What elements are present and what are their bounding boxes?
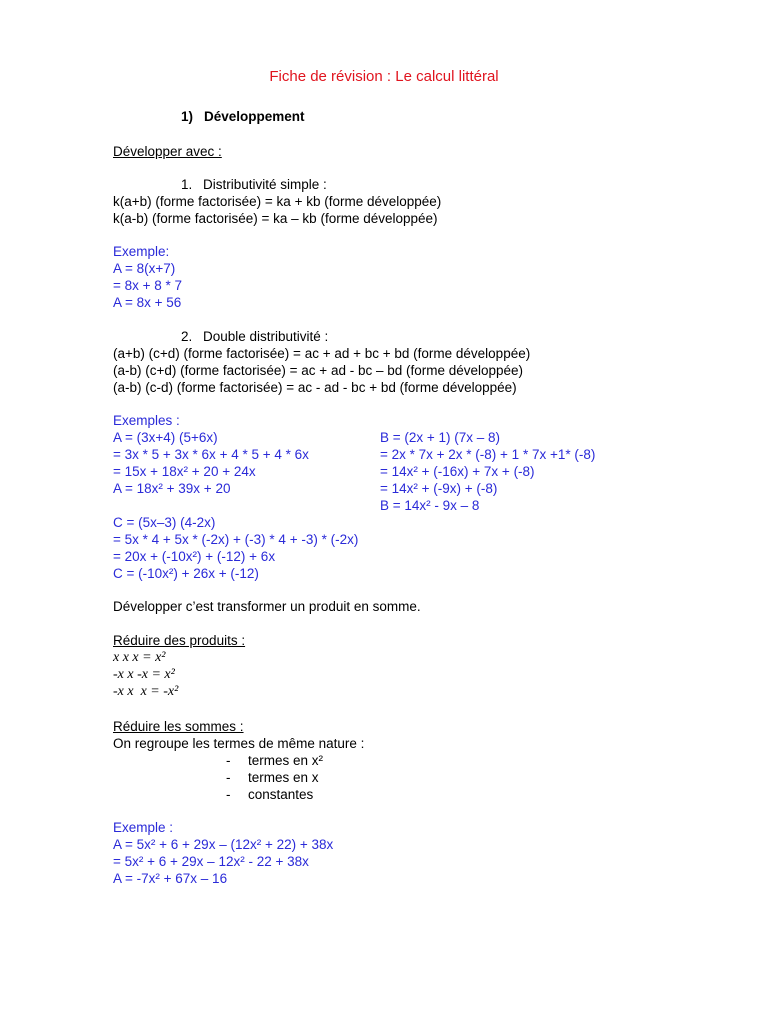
intro-text: Développer avec : bbox=[113, 144, 222, 159]
list-item: termes en x bbox=[248, 770, 319, 785]
sub1-heading: Distributivité simple : bbox=[203, 177, 327, 192]
example-line: = 8x + 8 * 7 bbox=[113, 278, 183, 293]
sub2-line: (a-b) (c+d) (forme factorisée) = ac + ad - bc – bd (forme développée) bbox=[113, 363, 524, 378]
sub2-number: 2. bbox=[181, 329, 193, 344]
sub1-line: k(a+b) (forme factorisée) = ka + kb (forme développée) bbox=[113, 194, 442, 209]
example-b-line: = 14x² + (-9x) + (-8) bbox=[380, 481, 498, 496]
example-c-line: = 20x + (-10x²) + (-12) + 6x bbox=[113, 549, 276, 564]
definition-text: Développer c’est transformer un produit en somme. bbox=[113, 599, 421, 614]
list-item: constantes bbox=[248, 787, 314, 802]
sums-intro: On regroupe les termes de même nature : bbox=[113, 736, 365, 751]
example-b-line: B = 14x² - 9x – 8 bbox=[380, 498, 480, 513]
example-a-line: = 15x + 18x² + 20 + 24x bbox=[113, 464, 256, 479]
example-b-line: = 14x² + (-16x) + 7x + (-8) bbox=[380, 464, 535, 479]
page-title: Fiche de révision : Le calcul littéral bbox=[269, 68, 499, 85]
products-heading: Réduire des produits : bbox=[113, 633, 246, 648]
example-b-line: = 2x * 7x + 2x * (-8) + 1 * 7x +1* (-8) bbox=[380, 447, 596, 462]
sub2-line: (a-b) (c-d) (forme factorisée) = ac - ad - bc + bd (forme développée) bbox=[113, 380, 517, 395]
sub1-number: 1. bbox=[181, 177, 193, 192]
example-c-line: C = (5x–3) (4-2x) bbox=[113, 515, 216, 530]
example-c-line: C = (-10x²) + 26x + (-12) bbox=[113, 566, 259, 581]
list-item: termes en x² bbox=[248, 753, 324, 768]
example3-line: A = -7x² + 67x – 16 bbox=[113, 871, 228, 886]
example-a-line: = 3x * 5 + 3x * 6x + 4 * 5 + 4 * 6x bbox=[113, 447, 309, 462]
product-rule: x x x = x² bbox=[113, 650, 166, 665]
example-c-line: = 5x * 4 + 5x * (-2x) + (-3) * 4 + -3) * (-2x) bbox=[113, 532, 359, 547]
example3-line: = 5x² + 6 + 29x – 12x² - 22 + 38x bbox=[113, 854, 309, 869]
example-b-line: B = (2x + 1) (7x – 8) bbox=[380, 430, 501, 445]
product-rule: -x x x = -x² bbox=[113, 684, 179, 699]
section-heading: Développement bbox=[204, 109, 305, 124]
example-a-line: A = 18x² + 39x + 20 bbox=[113, 481, 231, 496]
examples-label: Exemples : bbox=[113, 413, 180, 428]
list-dash: - bbox=[226, 753, 231, 768]
example3-line: A = 5x² + 6 + 29x – (12x² + 22) + 38x bbox=[113, 837, 334, 852]
section-number: 1) bbox=[181, 109, 194, 124]
list-dash: - bbox=[226, 787, 231, 802]
sub2-heading: Double distributivité : bbox=[203, 329, 329, 344]
example-label: Exemple: bbox=[113, 244, 170, 259]
product-rule: -x x -x = x² bbox=[113, 667, 175, 682]
example3-label: Exemple : bbox=[113, 820, 174, 835]
list-dash: - bbox=[226, 770, 231, 785]
example-a-line: A = (3x+4) (5+6x) bbox=[113, 430, 218, 445]
sums-heading: Réduire les sommes : bbox=[113, 719, 244, 734]
example-line: A = 8(x+7) bbox=[113, 261, 176, 276]
sub2-line: (a+b) (c+d) (forme factorisée) = ac + ad + bc + bd (forme développée) bbox=[113, 346, 531, 361]
example-line: A = 8x + 56 bbox=[113, 295, 182, 310]
sub1-line: k(a-b) (forme factorisée) = ka – kb (forme développée) bbox=[113, 211, 438, 226]
